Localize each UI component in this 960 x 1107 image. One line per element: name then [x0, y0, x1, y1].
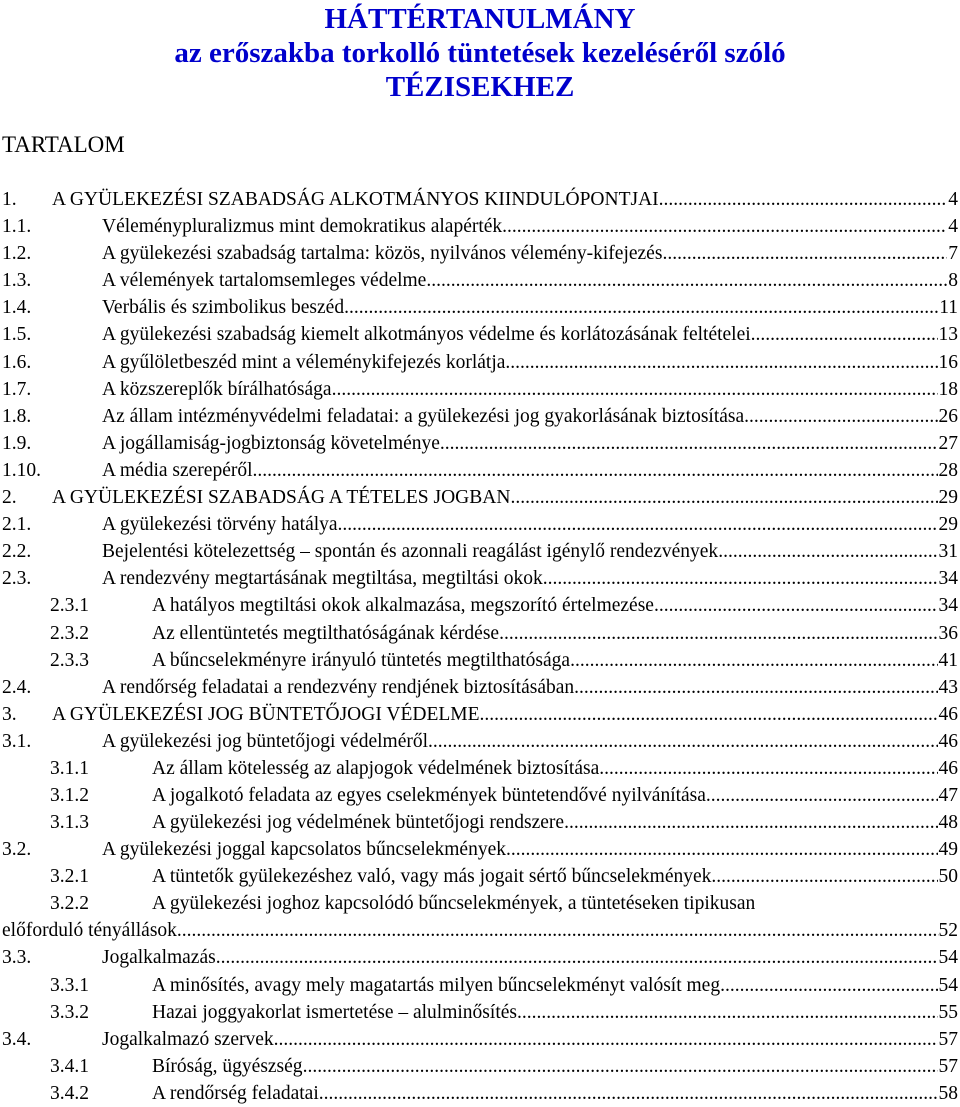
- toc-entry-number: 3.2.: [2, 839, 32, 861]
- toc-entry-leader-line: [102, 403, 958, 430]
- dot-leader: [599, 755, 937, 782]
- toc-entry-leader-line: [102, 1026, 958, 1053]
- toc-entry-leader-line: [152, 592, 958, 619]
- toc-entry-page: 55: [938, 1001, 958, 1023]
- toc-entry[interactable]: [0, 809, 960, 836]
- toc-entry-number: 3.3.2: [50, 1001, 89, 1023]
- toc-entry-page: 7: [948, 243, 958, 265]
- toc-entry-leader-line: [102, 240, 958, 267]
- toc-entry-title: Bíróság, ügyészség: [152, 1055, 303, 1077]
- toc-entry[interactable]: [0, 321, 960, 348]
- toc-entry-number: 1.4.: [2, 297, 32, 319]
- toc-entry-title: A bűncselekményre irányuló tüntetés megtilthatósága: [152, 649, 571, 671]
- toc-entry-title: A jogalkotó feladata az egyes cselekmények büntetendővé nyilvánítása: [152, 785, 706, 807]
- toc-entry-title: Jogalkalmazó szervek: [102, 1028, 274, 1050]
- toc-entry[interactable]: [0, 701, 960, 728]
- toc-entry[interactable]: [0, 728, 960, 755]
- document-title-line-3: TÉZISEKHEZ: [385, 71, 575, 103]
- dot-leader: [711, 863, 937, 890]
- toc-entry-title: Jogalkalmazás: [102, 947, 216, 969]
- toc-entry-title: A vélemények tartalomsemleges védelme: [102, 270, 427, 292]
- toc-entry-page: 4: [948, 189, 958, 210]
- table-of-contents: [0, 186, 960, 1107]
- dot-leader: [177, 917, 939, 944]
- toc-entry-number: 1.9.: [2, 432, 32, 454]
- toc-entry-number: 3.1.2: [50, 785, 89, 807]
- toc-entry-leader-line: [152, 999, 958, 1026]
- toc-entry[interactable]: [0, 1080, 960, 1107]
- toc-entry-number: 2.3.2: [50, 622, 89, 644]
- toc-entry-leader-line: [102, 728, 958, 755]
- toc-entry-leader-line: [152, 647, 958, 674]
- toc-entry-number: 3.1.1: [50, 757, 89, 779]
- toc-entry-page: 29: [938, 514, 958, 536]
- toc-entry-leader-line: [102, 565, 958, 592]
- toc-entry-title: A gyülekezési joggal kapcsolatos bűncselekmények: [102, 839, 506, 861]
- toc-entry-number: 3.3.1: [50, 974, 89, 996]
- toc-entry[interactable]: [0, 620, 960, 647]
- toc-entry-page: 13: [938, 324, 958, 346]
- dot-leader: [274, 1026, 938, 1053]
- toc-entry[interactable]: [0, 349, 960, 376]
- toc-entry-title: Hazai joggyakorlat ismertetése – alulminősítés: [152, 1001, 517, 1023]
- toc-entry-number: 1.5.: [2, 324, 32, 346]
- toc-entry-number: 2.3.: [2, 568, 32, 590]
- toc-entry-leader-line: [102, 294, 958, 321]
- toc-entry[interactable]: [0, 565, 960, 592]
- toc-entry-title: A hatályos megtiltási okok alkalmazása, megszorító értelmezése: [152, 595, 654, 617]
- toc-entry-leader-line: [102, 376, 958, 403]
- toc-entry-title: A gyűlöletbeszéd mint a véleménykifejezés korlátja: [102, 351, 506, 373]
- toc-entry-number: 3.2.1: [50, 866, 89, 888]
- dot-leader: [216, 944, 938, 971]
- toc-entry-number: 3.3.: [2, 947, 32, 969]
- toc-entry[interactable]: [0, 890, 960, 944]
- dot-leader: [303, 1053, 938, 1080]
- toc-entry[interactable]: [0, 999, 960, 1026]
- contents-heading: TARTALOM: [2, 132, 125, 157]
- toc-entry-page: 46: [938, 730, 958, 752]
- dot-leader: [517, 999, 938, 1026]
- toc-entry-title: Az állam kötelesség az alapjogok védelmének biztosítása: [152, 757, 600, 779]
- toc-entry[interactable]: [0, 1053, 960, 1080]
- toc-entry-leader-line: [102, 674, 958, 701]
- dot-leader: [751, 321, 938, 348]
- toc-entry[interactable]: [0, 511, 960, 538]
- toc-entry-page: 57: [938, 1055, 958, 1077]
- toc-entry-page: 50: [938, 866, 958, 888]
- dot-leader: [440, 430, 938, 457]
- toc-entry[interactable]: [0, 457, 960, 484]
- toc-entry-title: A gyülekezési szabadság kiemelt alkotmányos védelme és korlátozásának feltételei: [102, 324, 751, 346]
- toc-entry-page: 18: [938, 378, 958, 400]
- toc-entry-leader-line: [152, 1053, 958, 1080]
- document-title-line-2: az erőszakba torkolló tüntetések kezeléséről szóló: [174, 37, 786, 69]
- dot-leader: [332, 376, 938, 403]
- toc-entry-number: 3.1.3: [50, 812, 89, 834]
- toc-entry-leader-line: [102, 538, 958, 565]
- toc-entry-number: 1.6.: [2, 351, 32, 373]
- toc-entry-number: 1.1.: [2, 216, 32, 238]
- toc-entry-number: 2.: [2, 487, 17, 509]
- dot-leader: [428, 728, 937, 755]
- dot-leader: [570, 647, 937, 674]
- toc-entry-title: A gyülekezési joghoz kapcsolódó bűncselekmények, a tüntetéseken tipikusan: [152, 893, 756, 915]
- dot-leader: [510, 484, 937, 511]
- dot-leader: [720, 972, 937, 999]
- toc-entry[interactable]: [0, 1026, 960, 1053]
- toc-entry-title: Véleménypluralizmus mint demokratikus alapérték: [102, 216, 503, 238]
- toc-entry-page: 57: [938, 1028, 958, 1050]
- toc-entry-number: 2.4.: [2, 676, 32, 698]
- dot-leader: [502, 213, 947, 240]
- toc-entry[interactable]: [0, 782, 960, 809]
- dot-leader: [506, 836, 938, 863]
- toc-entry-number: 3.2.2: [50, 893, 89, 915]
- toc-entry-page: 49: [938, 839, 958, 861]
- toc-entry-title: A jogállamiság-jogbiztonság követelménye: [102, 432, 440, 454]
- dot-leader: [659, 186, 948, 213]
- toc-entry-page: 4: [948, 216, 958, 238]
- toc-entry-leader-line: [102, 836, 958, 863]
- toc-entry-number: 3.4.: [2, 1028, 32, 1050]
- dot-leader: [718, 538, 937, 565]
- toc-entry-title: A rendezvény megtartásának megtiltása, megtiltási okok: [102, 568, 543, 590]
- toc-entry-leader-line: [152, 755, 958, 782]
- toc-entry-page: 46: [938, 757, 958, 779]
- dot-leader: [744, 403, 937, 430]
- dot-leader: [344, 294, 938, 321]
- toc-entry-leader-line: [152, 809, 958, 836]
- toc-entry[interactable]: [0, 376, 960, 403]
- toc-entry-page: 26: [938, 405, 958, 427]
- toc-entry-leader-line: [102, 321, 958, 348]
- toc-entry-leader-line: [102, 457, 958, 484]
- toc-entry-leader-line: [152, 1080, 958, 1107]
- toc-entry[interactable]: [0, 430, 960, 457]
- toc-entry-title: A GYÜLEKEZÉSI JOG BÜNTETŐJOGI VÉDELME: [52, 703, 480, 725]
- toc-entry[interactable]: [0, 484, 960, 511]
- dot-leader: [426, 267, 947, 294]
- toc-entry-number: 1.10.: [2, 459, 41, 481]
- toc-entry-leader-line: [2, 917, 958, 944]
- toc-entry[interactable]: [0, 538, 960, 565]
- toc-entry[interactable]: [0, 186, 960, 213]
- dot-leader: [706, 782, 938, 809]
- toc-entry[interactable]: [0, 213, 960, 240]
- toc-entry-page: 8: [948, 270, 958, 292]
- toc-entry-leader-line: [152, 863, 958, 890]
- dot-leader: [662, 240, 947, 267]
- toc-entry-page: 16: [938, 351, 958, 373]
- toc-entry-title: Verbális és szimbolikus beszéd: [102, 297, 345, 319]
- toc-entry[interactable]: [0, 836, 960, 863]
- toc-entry[interactable]: [0, 294, 960, 321]
- toc-entry-title: A rendőrség feladatai a rendezvény rendjének biztosításában: [102, 676, 575, 698]
- toc-entry[interactable]: [0, 755, 960, 782]
- toc-entry-title: A rendőrség feladatai: [152, 1082, 319, 1104]
- toc-entry-page: 48: [938, 812, 958, 834]
- toc-entry-page: 36: [938, 622, 958, 644]
- toc-entry-page: 41: [938, 649, 958, 671]
- toc-entry-leader-line: [102, 267, 958, 294]
- toc-entry-leader-line: [52, 186, 958, 213]
- toc-entry-title: A GYÜLEKEZÉSI SZABADSÁG ALKOTMÁNYOS KIINDULÓPONTJAI: [52, 189, 659, 210]
- toc-entry-leader-line: [152, 782, 958, 809]
- toc-entry-number: 2.1.: [2, 514, 32, 536]
- toc-entry-leader-line: [102, 213, 958, 240]
- toc-entry-title: A gyülekezési szabadság tartalma: közös, nyilvános vélemény-kifejezés: [102, 243, 663, 265]
- toc-entry-number: 2.3.1: [50, 595, 89, 617]
- toc-entry-title: A gyülekezési jog büntetőjogi védelméről: [102, 730, 429, 752]
- toc-entry-page: 58: [938, 1082, 958, 1104]
- toc-entry[interactable]: [0, 674, 960, 701]
- toc-entry-leader-line: [52, 701, 958, 728]
- toc-entry-page: 27: [938, 432, 958, 454]
- toc-entry-leader-line: [102, 349, 958, 376]
- toc-entry-page: 11: [939, 297, 958, 319]
- toc-entry-title: A közszereplők bírálhatósága: [102, 378, 332, 400]
- toc-entry-number: 1.2.: [2, 243, 32, 265]
- toc-entry-title: A minősítés, avagy mely magatartás milyen bűncselekményt valósít meg: [152, 974, 721, 996]
- toc-entry-title: Az ellentüntetés megtilthatóságának kérdése: [152, 622, 500, 644]
- toc-entry-page: 54: [938, 974, 958, 996]
- toc-entry[interactable]: [0, 972, 960, 999]
- dot-leader: [505, 349, 937, 376]
- dot-leader: [574, 674, 937, 701]
- toc-entry-page: 52: [938, 920, 958, 942]
- toc-entry-title: A gyülekezési törvény hatálya: [102, 514, 338, 536]
- toc-entry-title: Bejelentési kötelezettség – spontán és azonnali reagálást igénylő rendezvények: [102, 541, 719, 563]
- toc-entry[interactable]: [0, 944, 960, 971]
- toc-entry-title: A média szerepéről: [102, 459, 253, 481]
- dot-leader: [338, 511, 938, 538]
- dot-leader: [253, 457, 938, 484]
- toc-entry[interactable]: [0, 863, 960, 890]
- toc-entry-page: 34: [938, 568, 958, 590]
- toc-entry-leader-line: [152, 620, 958, 647]
- dot-leader: [319, 1080, 938, 1107]
- toc-entry-leader-line: [52, 484, 958, 511]
- dot-leader: [564, 809, 937, 836]
- toc-entry[interactable]: [0, 267, 960, 294]
- toc-entry-title-continued: előforduló tényállások: [2, 920, 177, 942]
- toc-entry-title: A tüntetők gyülekezéshez való, vagy más jogait sértő bűncselekmények: [152, 866, 712, 888]
- toc-entry-page: 31: [938, 541, 958, 563]
- toc-entry-title: A GYÜLEKEZÉSI SZABADSÁG A TÉTELES JOGBAN: [52, 487, 511, 509]
- document-title-line-1: HÁTTÉRTANULMÁNY: [324, 3, 636, 35]
- toc-entry-number: 3.4.1: [50, 1055, 89, 1077]
- toc-entry-number: 2.2.: [2, 541, 32, 563]
- toc-entry-number: 1.: [2, 189, 17, 210]
- toc-entry-page: 54: [938, 947, 958, 969]
- toc-entry[interactable]: [0, 592, 960, 619]
- toc-entry-number: 3.1.: [2, 730, 32, 752]
- toc-entry-number: 1.3.: [2, 270, 32, 292]
- toc-entry-page: 43: [938, 676, 958, 698]
- toc-entry-leader-line: [152, 972, 958, 999]
- toc-entry-title: Az állam intézményvédelmi feladatai: a gyülekezési jog gyakorlásának biztosítása: [102, 405, 745, 427]
- toc-entry[interactable]: [0, 240, 960, 267]
- toc-entry-title: A gyülekezési jog védelmének büntetőjogi rendszere: [152, 812, 565, 834]
- toc-entry-number: 1.8.: [2, 405, 32, 427]
- dot-leader: [543, 565, 938, 592]
- toc-entry-number: 3.4.2: [50, 1082, 89, 1104]
- toc-entry-number: 3.: [2, 703, 17, 725]
- dot-leader: [499, 620, 937, 647]
- toc-entry[interactable]: [0, 403, 960, 430]
- toc-entry[interactable]: [0, 647, 960, 674]
- toc-entry-number: 2.3.3: [50, 649, 89, 671]
- toc-entry-number: 1.7.: [2, 378, 32, 400]
- toc-entry-page: 29: [938, 487, 958, 509]
- toc-entry-page: 28: [938, 459, 958, 481]
- toc-entry-leader-line: [102, 430, 958, 457]
- toc-entry-leader-line: [102, 944, 958, 971]
- toc-entry-leader-line: [102, 511, 958, 538]
- toc-entry-page: 46: [938, 703, 958, 725]
- dot-leader: [480, 701, 938, 728]
- toc-entry-page: 47: [938, 785, 958, 807]
- toc-entry-page: 34: [938, 595, 958, 617]
- dot-leader: [654, 592, 938, 619]
